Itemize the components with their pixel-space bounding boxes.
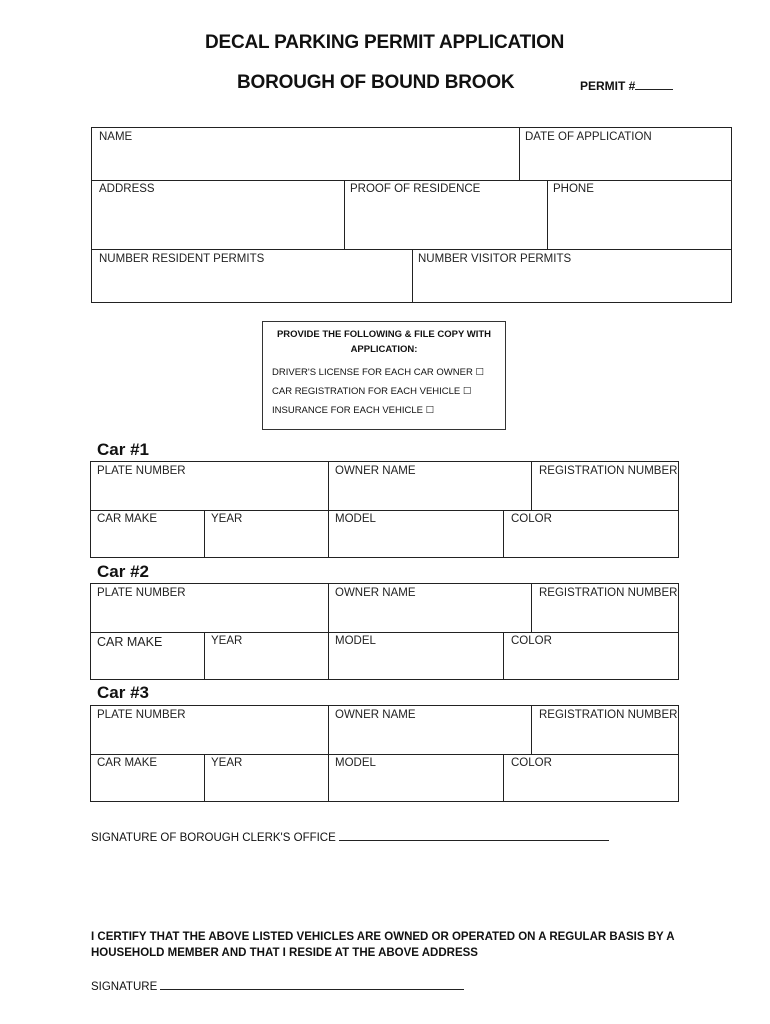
car-2-heading: Car #2 xyxy=(97,562,149,581)
resident-permits-field[interactable]: NUMBER RESIDENT PERMITS xyxy=(99,253,265,265)
clerk-signature-label: SIGNATURE OF BOROUGH CLERK'S OFFICE xyxy=(91,832,336,844)
visitor-permits-field[interactable]: NUMBER VISITOR PERMITS xyxy=(418,253,572,265)
borough-name: BOROUGH OF BOUND BROOK xyxy=(237,72,515,93)
car-3-table xyxy=(90,705,679,802)
checkbox-icon[interactable]: ☐ xyxy=(475,367,484,378)
color-field[interactable]: COLOR xyxy=(511,513,552,525)
year-field[interactable]: YEAR xyxy=(211,513,243,525)
car-make-field[interactable]: CAR MAKE xyxy=(97,635,163,649)
model-field[interactable]: MODEL xyxy=(335,513,376,525)
name-field[interactable]: NAME xyxy=(99,131,133,143)
plate-number-field[interactable]: PLATE NUMBER xyxy=(97,465,186,477)
phone-field[interactable]: PHONE xyxy=(553,183,594,195)
year-field[interactable]: YEAR xyxy=(211,635,243,647)
applicant-info-table xyxy=(91,127,732,303)
permit-label: PERMIT # xyxy=(580,79,636,93)
certification-statement: I CERTIFY THAT THE ABOVE LISTED VEHICLES ARE OWNED OR OPERATED ON A REGULAR BASIS BY A HOUSEHOLD MEMBER AND THAT I RESIDE AT THE ABOVE ADDRESS xyxy=(91,931,675,959)
form-title: DECAL PARKING PERMIT APPLICATION xyxy=(205,32,565,53)
car-1-table xyxy=(90,461,679,558)
owner-name-field[interactable]: OWNER NAME xyxy=(335,465,416,477)
checkbox-icon[interactable]: ☐ xyxy=(462,386,472,397)
color-field[interactable]: COLOR xyxy=(511,635,552,647)
document-item[interactable]: DRIVER'S LICENSE FOR EACH CAR OWNER ☐ xyxy=(272,367,484,378)
signature-label: SIGNATURE xyxy=(91,981,158,993)
signature-blank[interactable] xyxy=(160,989,464,990)
clerk-signature-blank[interactable] xyxy=(339,840,609,841)
plate-number-field[interactable]: PLATE NUMBER xyxy=(97,587,186,599)
color-field[interactable]: COLOR xyxy=(511,757,552,769)
car-2-table xyxy=(90,583,679,680)
document-item[interactable]: INSURANCE FOR EACH VEHICLE ☐ xyxy=(272,405,435,416)
year-field[interactable]: YEAR xyxy=(211,757,243,769)
registration-number-field[interactable]: REGISTRATION NUMBER xyxy=(539,709,678,721)
owner-name-field[interactable]: OWNER NAME xyxy=(335,587,416,599)
clerk-signature-line[interactable] xyxy=(91,832,609,844)
documents-heading: PROVIDE THE FOLLOWING & FILE COPY WITH APPLICATION: xyxy=(276,329,492,355)
owner-name-field[interactable]: OWNER NAME xyxy=(335,709,416,721)
car-make-field[interactable]: CAR MAKE xyxy=(97,757,158,769)
proof-of-residence-field[interactable]: PROOF OF RESIDENCE xyxy=(350,183,481,195)
plate-number-field[interactable]: PLATE NUMBER xyxy=(97,709,186,721)
document-item[interactable]: CAR REGISTRATION FOR EACH VEHICLE ☐ xyxy=(272,386,472,397)
address-field[interactable]: ADDRESS xyxy=(99,183,155,195)
car-3-heading: Car #3 xyxy=(97,683,149,702)
model-field[interactable]: MODEL xyxy=(335,635,376,647)
car-1-heading: Car #1 xyxy=(97,440,149,459)
model-field[interactable]: MODEL xyxy=(335,757,376,769)
registration-number-field[interactable]: REGISTRATION NUMBER xyxy=(539,587,678,599)
applicant-signature-line[interactable] xyxy=(91,981,464,993)
checkbox-icon[interactable]: ☐ xyxy=(425,405,435,416)
permit-number-field[interactable] xyxy=(580,79,673,93)
required-documents-box xyxy=(262,321,506,430)
permit-number-blank[interactable] xyxy=(635,89,673,90)
car-make-field[interactable]: CAR MAKE xyxy=(97,513,158,525)
registration-number-field[interactable]: REGISTRATION NUMBER xyxy=(539,465,678,477)
date-of-application-field[interactable]: DATE OF APPLICATION xyxy=(525,131,652,143)
